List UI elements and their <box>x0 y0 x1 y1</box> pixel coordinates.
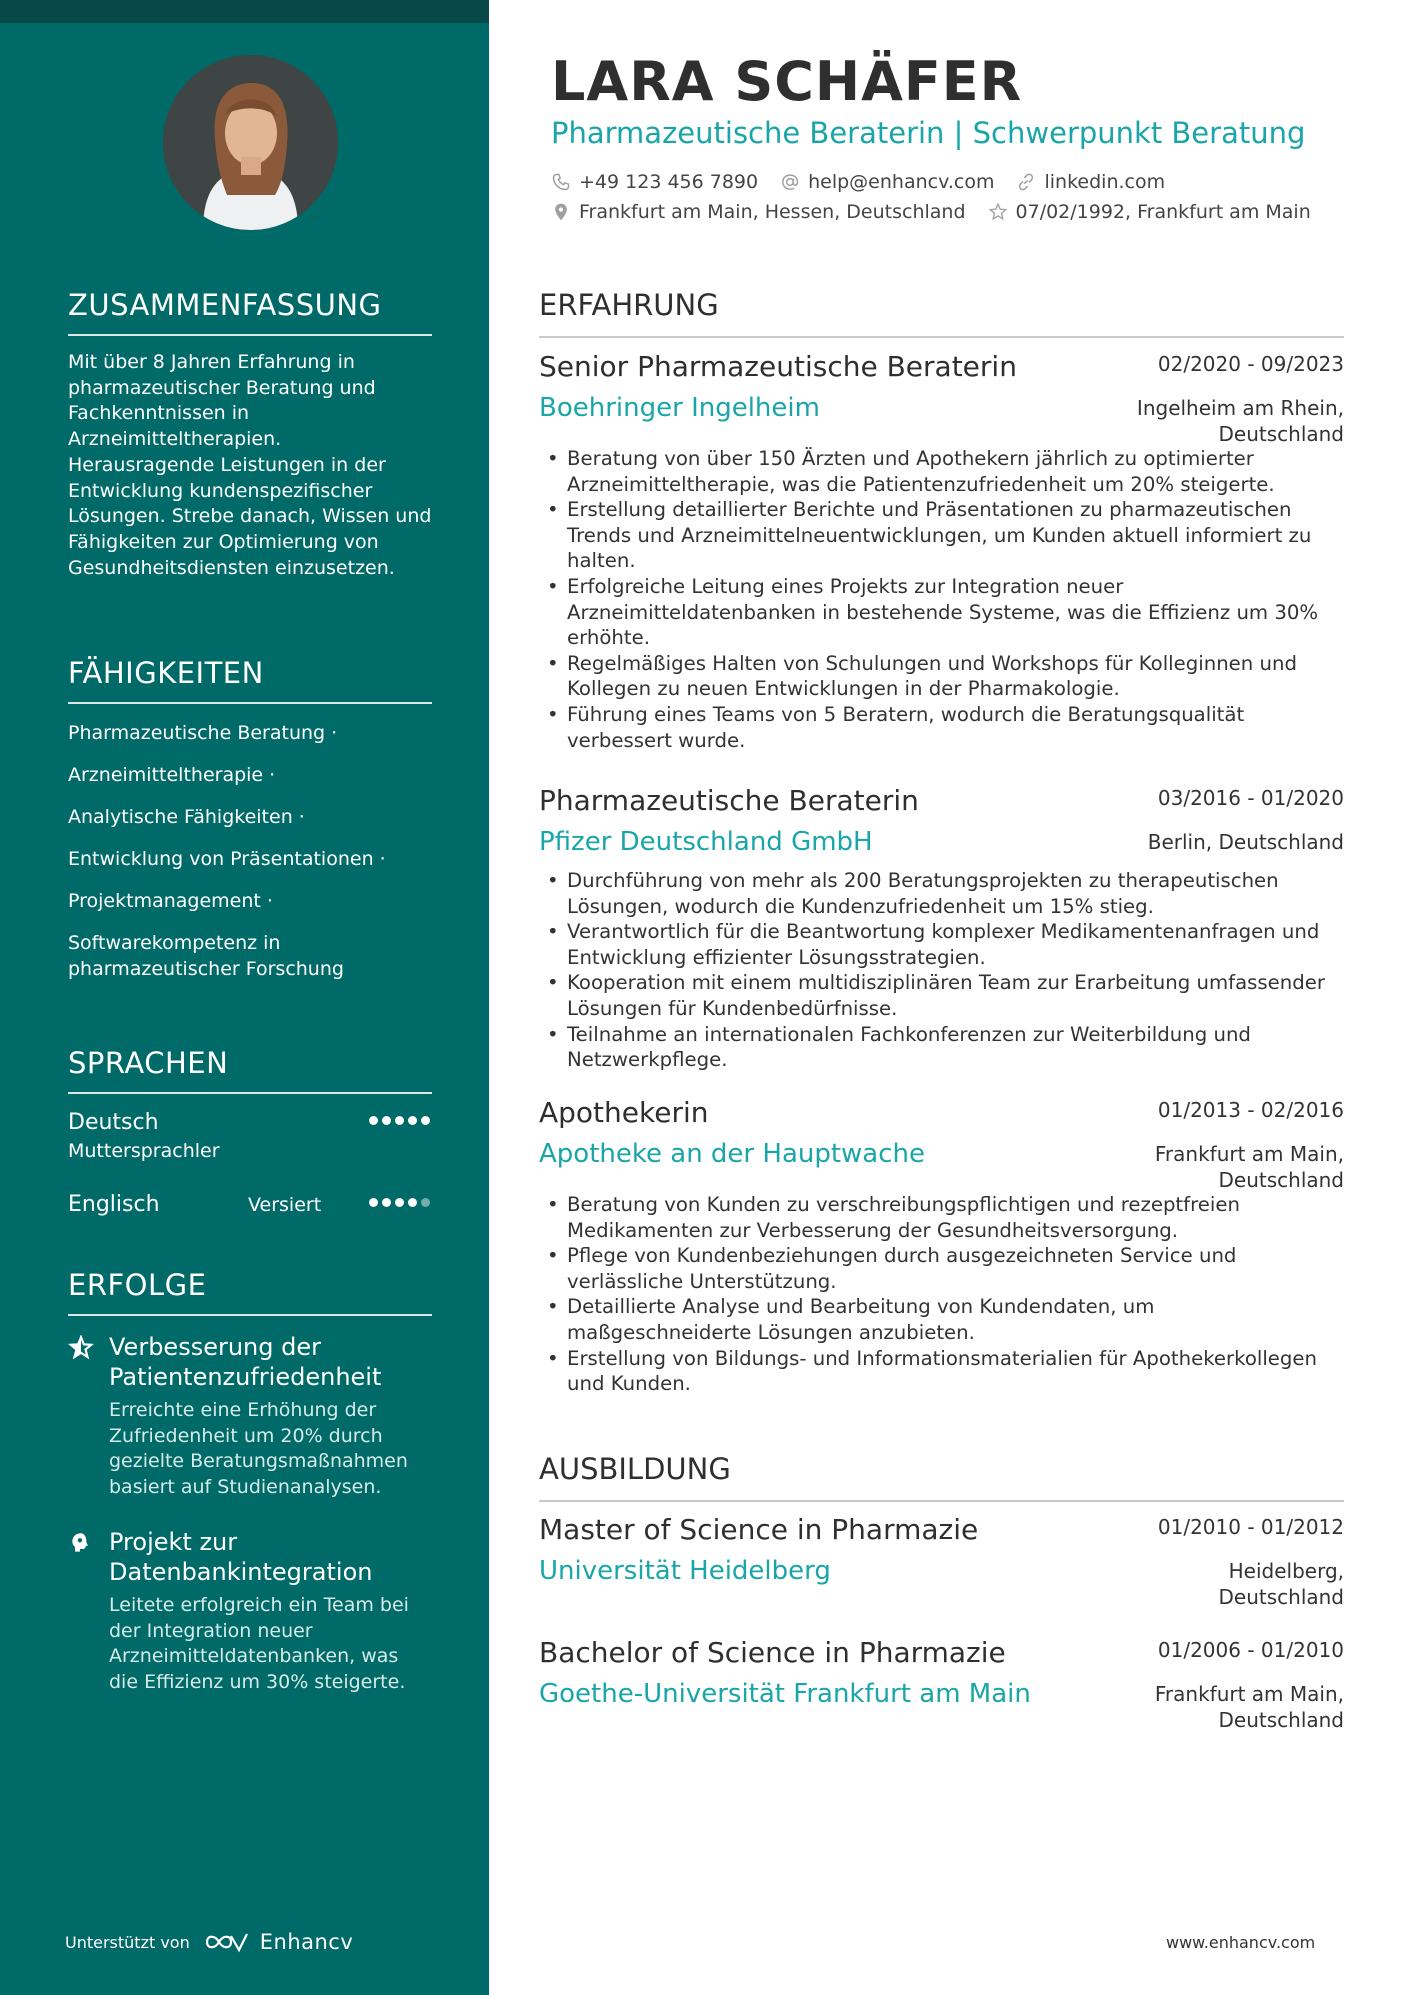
company-name[interactable]: Pfizer Deutschland GmbH <box>539 827 873 857</box>
experience-item <box>539 350 1344 753</box>
skill-item <box>68 720 432 746</box>
powered-by <box>65 1930 353 1954</box>
education-item <box>539 1636 1344 1732</box>
rating-dot <box>395 1116 404 1125</box>
edu-date: 01/2010 - 01/2012 <box>1157 1515 1344 1539</box>
bullet-item: • Erstellung detaillierter Berichte und Präsentationen zu pharmazeutischen Trends und Arzneimittelneuentwicklungen, um Kunden aktuell informiert zu halten. <box>539 497 1344 574</box>
achievement-title: Projekt zur Datenbankintegration <box>109 1527 373 1586</box>
skill-separator: · <box>379 848 386 870</box>
headline: Pharmazeutische Beraterin | Schwerpunkt Beratung <box>551 116 1306 150</box>
candidate-name: LARA SCHÄFER <box>551 50 1023 113</box>
skill-item <box>68 804 432 830</box>
job-location: Berlin, Deutschland <box>1147 830 1344 854</box>
rating-dot <box>408 1198 417 1207</box>
skills-title: FÄHIGKEITEN <box>68 656 432 704</box>
language-name: Englisch <box>68 1192 160 1217</box>
skill-separator: · <box>269 764 276 786</box>
bullet-item: • Erfolgreiche Leitung eines Projekts zur Integration neuer Arzneimitteldatenbanken in bestehende Systeme, was die Effizienz um 30% erhöhte. <box>539 574 1344 651</box>
footer-website[interactable]: www.enhancv.com <box>1166 1933 1316 1952</box>
skill-item <box>68 762 432 788</box>
education-item <box>539 1513 1344 1609</box>
enhancv-logo-text: Enhancv <box>259 1930 354 1954</box>
bullet-item: • Teilnahme an internationalen Fachkonferenzen zur Weiterbildung und Netzwerkpflege. <box>539 1022 1344 1073</box>
experience-item <box>539 1096 1344 1397</box>
edu-location: Heidelberg, Deutschland <box>1218 1559 1344 1609</box>
company-name[interactable]: Boehringer Ingelheim <box>539 393 820 423</box>
star-outline-icon <box>988 202 1008 222</box>
bullet-item: • Verantwortlich für die Beantwortung komplexer Medikamentenanfragen und Entwicklung effizienter Lösungsstrategien. <box>539 919 1344 970</box>
language-rating <box>369 1198 430 1207</box>
rating-dot <box>395 1198 404 1207</box>
skill-label: Analytische Fähigkeiten <box>68 806 293 828</box>
powered-by-label: Unterstützt von <box>65 1932 190 1952</box>
bullet-item: • Führung eines Teams von 5 Beratern, wodurch die Beratungsqualität verbessert wurde. <box>539 702 1344 753</box>
profile-photo <box>163 55 338 230</box>
skill-separator: · <box>331 722 338 744</box>
link-icon <box>1016 172 1036 192</box>
contact-row-1 <box>551 171 1165 193</box>
achievement-desc: Leitete erfolgreich ein Team bei der Integration neuer Arzneimitteldatenbanken, was die Effizienz um 30% steigerte. <box>109 1593 409 1693</box>
language-rating <box>369 1116 430 1125</box>
skill-label: Entwicklung von Präsentationen <box>68 848 374 870</box>
bullet-item: • Kooperation mit einem multidisziplinären Team zur Erarbeitung umfassender Lösungen für Kundenbedürfnisse. <box>539 970 1344 1021</box>
birth-text: 07/02/1992, Frankfurt am Main <box>1015 201 1311 223</box>
at-icon <box>780 172 800 192</box>
sidebar-top-bar <box>0 0 489 23</box>
language-item <box>68 1110 432 1192</box>
job-bullets <box>539 1192 1344 1397</box>
language-level: Muttersprachler <box>68 1140 220 1162</box>
bullet-item: • Erstellung von Bildungs- und Informationsmaterialien für Apothekerkollegen und Kunden. <box>539 1346 1344 1397</box>
job-date: 03/2016 - 01/2020 <box>1157 786 1344 810</box>
rating-dot <box>369 1116 378 1125</box>
rating-dot <box>421 1116 430 1125</box>
languages-title: SPRACHEN <box>68 1046 432 1094</box>
experience-title: ERFAHRUNG <box>539 288 1344 338</box>
contact-email[interactable] <box>780 171 994 193</box>
location-pin-icon <box>551 202 571 222</box>
skill-separator: · <box>266 890 273 912</box>
skill-item <box>68 888 432 914</box>
skill-label: Softwarekompetenz in pharmazeutischer Forschung <box>68 932 344 980</box>
rating-dot <box>408 1116 417 1125</box>
location-text: Frankfurt am Main, Hessen, Deutschland <box>579 201 966 223</box>
phone-icon <box>551 172 571 192</box>
language-item <box>68 1192 432 1262</box>
email-text: help@enhancv.com <box>808 171 995 193</box>
job-bullets <box>539 446 1344 753</box>
experience-item <box>539 784 1344 1073</box>
school-name[interactable]: Universität Heidelberg <box>539 1556 831 1586</box>
achievement-title: Verbesserung der Patientenzufriedenheit <box>109 1333 382 1391</box>
achievements-section <box>68 1268 432 1722</box>
bullet-item: • Detaillierte Analyse und Bearbeitung von Kundendaten, um maßgeschneiderte Lösungen anzubieten. <box>539 1294 1344 1345</box>
bullet-item: • Durchführung von mehr als 200 Beratungsprojekten zu therapeutischen Lösungen, wodurch die Kundenzufriedenheit um 15% stieg. <box>539 868 1344 919</box>
skill-label: Projektmanagement <box>68 890 261 912</box>
job-date: 02/2020 - 09/2023 <box>1157 352 1344 376</box>
bullet-item: • Regelmäßiges Halten von Schulungen und Workshops für Kolleginnen und Kollegen zu neuen Entwicklungen in der Pharmakologie. <box>539 651 1344 702</box>
rating-dot <box>421 1198 430 1207</box>
summary-title: ZUSAMMENFASSUNG <box>68 288 432 336</box>
skill-separator: · <box>298 806 305 828</box>
achievement-item <box>68 1332 432 1501</box>
brain-icon <box>68 1530 94 1556</box>
job-title: Pharmazeutische Beraterin <box>539 784 919 817</box>
bullet-item: • Beratung von über 150 Ärzten und Apothekern jährlich zu optimierter Arzneimitteltherapie, was die Patientenzufriedenheit um 20% steigerte. <box>539 446 1344 497</box>
contact-phone[interactable] <box>551 171 758 193</box>
company-name[interactable]: Apotheke an der Hauptwache <box>539 1139 926 1169</box>
enhancv-logo[interactable] <box>204 1930 354 1954</box>
edu-location: Frankfurt am Main, Deutschland <box>1154 1682 1344 1732</box>
achievement-item <box>68 1527 432 1696</box>
avatar <box>163 55 338 230</box>
bullet-item: • Pflege von Kundenbeziehungen durch ausgezeichneten Service und verlässliche Unterstützung. <box>539 1243 1344 1294</box>
job-title: Senior Pharmazeutische Beraterin <box>539 350 1017 383</box>
skill-label: Pharmazeutische Beratung <box>68 722 326 744</box>
contact-linkedin[interactable] <box>1016 171 1165 193</box>
rating-dot <box>382 1116 391 1125</box>
skill-item <box>68 846 432 872</box>
summary-section <box>68 288 432 581</box>
skill-label: Arzneimitteltherapie <box>68 764 264 786</box>
degree: Master of Science in Pharmazie <box>539 1513 979 1546</box>
linkedin-text: linkedin.com <box>1044 171 1166 193</box>
job-bullets <box>539 868 1344 1073</box>
contact-row-2 <box>551 201 1311 223</box>
job-location: Frankfurt am Main, Deutschland <box>1154 1142 1344 1192</box>
degree: Bachelor of Science in Pharmazie <box>539 1636 1006 1669</box>
job-location: Ingelheim am Rhein, Deutschland <box>1136 396 1344 446</box>
job-title: Apothekerin <box>539 1096 709 1129</box>
languages-section <box>68 1046 432 1262</box>
language-name: Deutsch <box>68 1110 159 1135</box>
skills-section <box>68 656 432 998</box>
achievements-title: ERFOLGE <box>68 1268 432 1316</box>
rating-dot <box>369 1198 378 1207</box>
sidebar <box>0 0 489 1995</box>
job-date: 01/2013 - 02/2016 <box>1157 1098 1344 1122</box>
contact-location <box>551 201 966 223</box>
star-icon <box>68 1335 94 1361</box>
rating-dot <box>382 1198 391 1207</box>
language-level: Versiert <box>248 1194 322 1216</box>
school-name[interactable]: Goethe-Universität Frankfurt am Main <box>539 1679 1031 1709</box>
skill-item <box>68 930 368 982</box>
bullet-item: • Beratung von Kunden zu verschreibungspflichtigen und rezeptfreien Medikamenten zur Verbesserung der Gesundheitsversorgung. <box>539 1192 1344 1243</box>
phone-text: +49 123 456 7890 <box>579 171 759 193</box>
education-title: AUSBILDUNG <box>539 1452 1344 1502</box>
enhancv-logo-icon <box>204 1930 250 1954</box>
contact-birth <box>988 201 1311 223</box>
achievement-desc: Erreichte eine Erhöhung der Zufriedenheit um 20% durch gezielte Beratungsmaßnahmen basiert auf Studienanalysen. <box>109 1399 408 1499</box>
summary-text: Mit über 8 Jahren Erfahrung in pharmazeutischer Beratung und Fachkenntnissen in Arzneimitteltherapien. Herausragende Leistungen in der Entwicklung kundenspezifischer Lösungen. Strebe danach, Wissen und Fähigkeiten zur Optimierung von Gesundheitsdiensten einzusetzen. <box>68 351 432 579</box>
edu-date: 01/2006 - 01/2010 <box>1157 1638 1344 1662</box>
